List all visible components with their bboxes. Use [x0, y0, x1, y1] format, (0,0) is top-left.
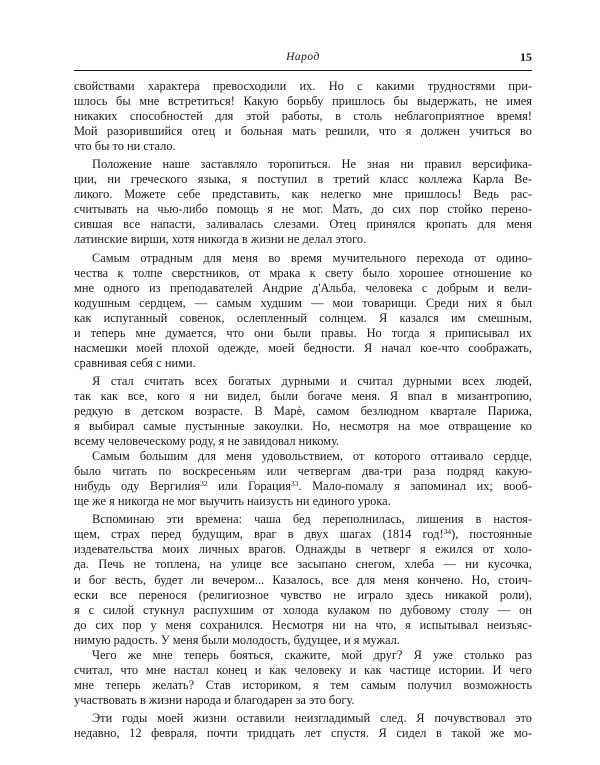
paragraph-1 — [74, 79, 532, 154]
text-line: мне одного из преподавателей Андрие д'Альба, человека с добрым и вели- — [74, 280, 532, 295]
footnote-ref: 33 — [291, 479, 299, 489]
text-line: Я стал считать всех богатых дурными и считал дурными всех людей, — [92, 373, 532, 388]
text-line: издевательства моих личных врагов. Однажды в четверг я ежился от холо- — [74, 542, 532, 557]
text-line: я выбирал самые пустынные закоулки. Но, несмотря на мое отвращение ко — [74, 419, 532, 434]
paragraph-6 — [74, 512, 532, 647]
text-line: и теперь мне думается, что они были правы. Но тогда я приписывал их — [74, 325, 532, 340]
text-line: никаких способностей для этой работы, в столь неблагоприятное время! — [74, 109, 532, 124]
text-line: ликого. Можете себе представить, как нелегко мне пришлось! Ведь рас- — [74, 187, 532, 202]
text-line: Самым большим для меня удовольствием, от которого оттаивало сердце, — [92, 449, 532, 464]
paragraph-5 — [74, 449, 532, 509]
text-line: кодушным сердцем, — самым худшим — мои товарищи. Среди них я был — [74, 295, 532, 310]
text-line: редкую в детском возрасте. В Марè, самом безлюдном квартале Парижа, — [74, 403, 532, 418]
text-line: считал, что мне настал конец и как человеку и как частице истории. И чего — [74, 662, 532, 677]
text-fragment: ), постоянные — [451, 527, 532, 542]
text-line: было читать по воскресеньям или четвергам два-три раза подряд какую- — [74, 464, 532, 479]
paragraph-3 — [74, 251, 532, 371]
text-line: нимую радость. У меня были молодость, будущее, и я мужал. — [74, 632, 400, 647]
text-line: Положение наше заставляло торопиться. Не зная ни правил версифика- — [92, 157, 532, 172]
text-line: как испуганный совенок, ослепленный солнцем. Я казался им смешным, — [74, 310, 532, 325]
text-fragment: . Мало-помалу я запоминал их; вооб- — [298, 479, 532, 494]
text-line: латинские вирши, хотя никогда в жизни не делал этого. — [74, 232, 367, 247]
text-line: свойствами характера превосходили их. Но с какими трудностями при- — [74, 79, 532, 93]
text-line: ески все перенося (религиозное чувство не играло здесь никакой роли), — [74, 587, 532, 602]
text-line: ции, ни греческого языка, я поступил в третий класс коллежа Карла Ве- — [74, 172, 532, 187]
text-line: шлось бы мне встретиться! Какую борьбу пришлось бы выдержать, не имея — [74, 94, 532, 109]
text-line: Эти годы моей жизни оставили неизгладимый след. Я почувствовал это — [92, 710, 532, 725]
header-rule — [74, 70, 532, 71]
footnote-ref: 34 — [443, 527, 452, 537]
paragraph-4 — [74, 374, 532, 449]
text-line: Мой разорившийся отец и больная мать решили, что я должен учиться во — [74, 124, 532, 139]
text-line: сившая все напасти, заливалась слезами. Отец принялся кропать для меня — [74, 217, 532, 232]
text-line: Вспоминаю эти времена: чаша бед переполнилась, лишения в настоя- — [92, 512, 532, 527]
text-line: сравнивая себя с ними. — [74, 355, 196, 370]
text-line: Самым отрадным для меня во время мучительного перехода от одино- — [92, 250, 532, 265]
page-number: 15 — [520, 50, 532, 64]
text-line: до сих пор у меня сохранился. Несмотря ни на что, я испытывал неизъяс- — [74, 617, 532, 632]
text-line: что бы то ни стало. — [74, 139, 176, 154]
running-title: Народ — [286, 51, 320, 63]
body-text — [74, 79, 532, 741]
text-fragment: щем, страх перед будущим, враг в двух шагах (1814 год! — [74, 527, 444, 542]
text-line: всему человеческому роду, я не завидовал никому. — [74, 434, 340, 449]
text-line: мне теперь желать? Став историком, я тем самым получил возможность — [74, 677, 532, 692]
text-line: участвовать в жизни народа и благодарен за это богу. — [74, 692, 355, 707]
text-line: так как все, кого я ни видел, были богаче меня. Я впал в мизантропию, — [74, 388, 532, 403]
text-fragment: или Горация — [207, 479, 291, 494]
text-line: Чего же мне теперь бояться, скажите, мой друг? Я уже столько раз — [92, 647, 532, 662]
text-line: насмешки моей плохой одежде, моей бедности. Я начал кое-что соображать, — [74, 340, 532, 355]
running-head — [74, 47, 532, 69]
text-line — [74, 527, 532, 542]
text-line: недавно, 12 февраля, почти тридцать лет спустя. Я сидел в такой же мо- — [74, 725, 532, 740]
paragraph-7 — [74, 648, 532, 708]
text-line: ще же я никогда не мог выучить наизусть ни единого урока. — [74, 494, 391, 509]
text-line: да. Печь не топлена, на улице все засыпано снегом, хлеба — ни кусочка, — [74, 557, 532, 572]
text-line — [74, 479, 532, 494]
paragraph-8 — [74, 711, 532, 741]
text-line: и бог весть, будет ли вечером... Казалось, все для меня кончено. Но, стоич- — [74, 572, 532, 587]
paragraph-2 — [74, 157, 532, 247]
text-line: я с силой стукнул распухшим от холода кулаком по дубовому столу — он — [74, 602, 532, 617]
text-line: чества к толпе сверстников, от мрака к свету было хорошее отношение ко — [74, 265, 532, 280]
text-line: считывать на чью-либо помощь я не мог. Мать, до сих пор стойко перено- — [74, 202, 532, 217]
text-fragment: нибудь оду Вергилия — [74, 479, 201, 494]
footnote-ref: 32 — [200, 479, 208, 489]
